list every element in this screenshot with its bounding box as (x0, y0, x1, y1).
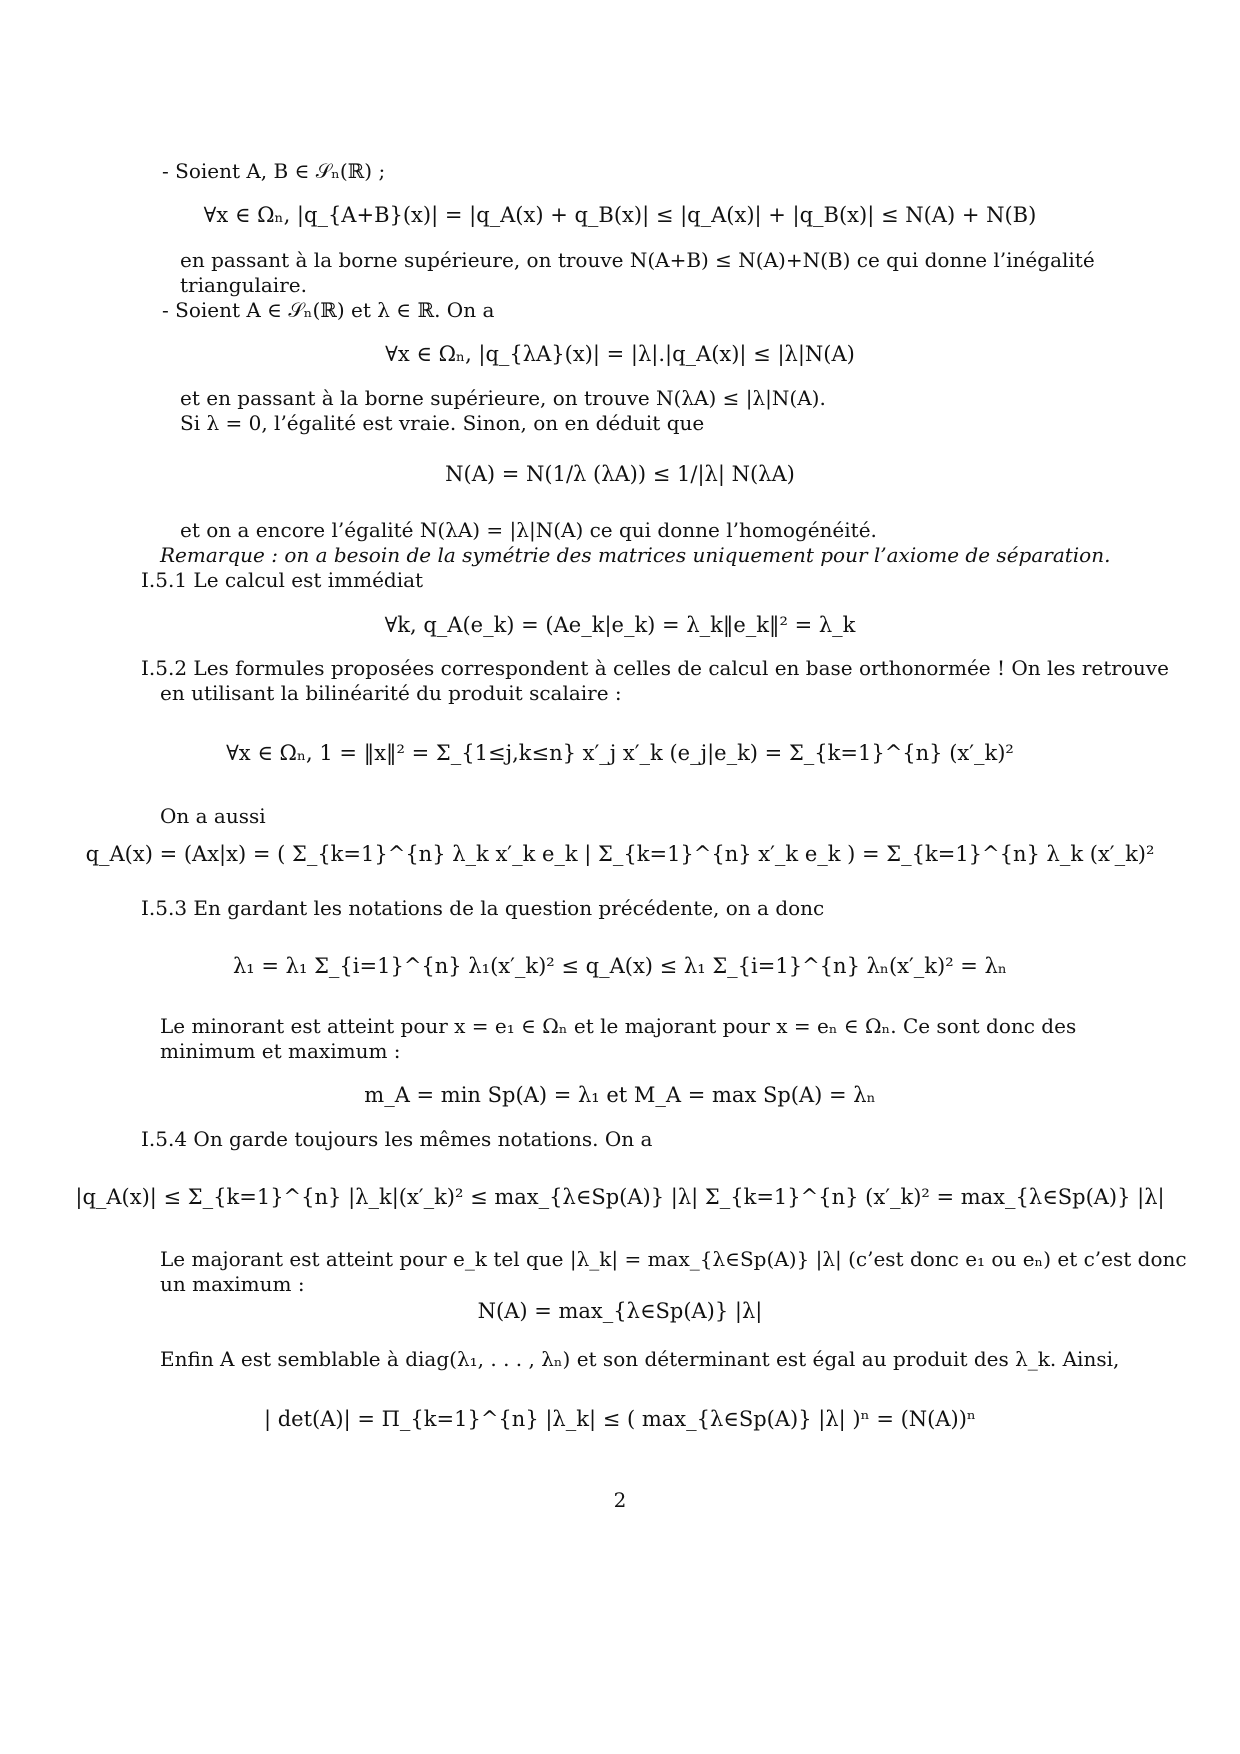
paragraph-text: minimum et maximum : (160, 1039, 401, 1063)
paragraph-text: Le minorant est atteint pour x = e₁ ∈ Ωₙ et le majorant pour x = eₙ ∈ Ωₙ. Ce sont donc des (160, 1014, 1077, 1038)
paragraph-text: et on a encore l’égalité N(λA) = |λ|N(A) ce qui donne l’homogénéité. (180, 518, 877, 542)
equation: ∀x ∈ Ωₙ, |q_{A+B}(x)| = |q_A(x) + q_B(x)| ≤ |q_A(x)| + |q_B(x)| ≤ N(A) + N(B) (203, 203, 1037, 227)
section-heading: I.5.2 Les formules proposées correspondent à celles de calcul en base orthonormée ! On les retrouve (141, 656, 1169, 680)
paragraph-text: Enfin A est semblable à diag(λ₁, . . . , λₙ) et son déterminant est égal au produit des λ_k. Ainsi, (160, 1347, 1120, 1371)
equation: | det(A)| = Π_{k=1}^{n} |λ_k| ≤ ( max_{λ∈Sp(A)} |λ| )ⁿ = (N(A))ⁿ (263, 1407, 977, 1431)
bullet-text: - Soient A, B ∈ 𝒮ₙ(ℝ) ; (162, 159, 386, 183)
paragraph-text: en passant à la borne supérieure, on trouve N(A+B) ≤ N(A)+N(B) ce qui donne l’inégalité (180, 248, 1095, 272)
section-heading: I.5.1 Le calcul est immédiat (141, 568, 424, 592)
equation: N(A) = max_{λ∈Sp(A)} |λ| (477, 1299, 763, 1323)
equation: |q_A(x)| ≤ Σ_{k=1}^{n} |λ_k|(x′_k)² ≤ max_{λ∈Sp(A)} |λ| Σ_{k=1}^{n} (x′_k)² = max_{λ∈Sp(A)} |λ| (75, 1185, 1165, 1209)
paragraph-text: et en passant à la borne supérieure, on trouve N(λA) ≤ |λ|N(A). (180, 386, 826, 410)
section-heading: I.5.3 En gardant les notations de la question précédente, on a donc (141, 896, 825, 920)
section-heading: I.5.4 On garde toujours les mêmes notations. On a (141, 1127, 653, 1151)
equation: q_A(x) = (Ax|x) = ( Σ_{k=1}^{n} λ_k x′_k e_k | Σ_{k=1}^{n} x′_k e_k ) = Σ_{k=1}^{n} λ_k (x′_k)² (85, 842, 1155, 866)
paragraph-text: un maximum : (160, 1272, 305, 1296)
remark-text: Remarque : on a besoin de la symétrie des matrices uniquement pour l’axiome de séparation. (160, 543, 1111, 567)
paragraph-text: On a aussi (160, 804, 266, 828)
equation: N(A) = N(1/λ (λA)) ≤ 1/|λ| N(λA) (445, 462, 795, 486)
equation: ∀x ∈ Ωₙ, |q_{λA}(x)| = |λ|.|q_A(x)| ≤ |λ|N(A) (385, 342, 855, 366)
paragraph-text: en utilisant la bilinéarité du produit scalaire : (160, 681, 622, 705)
equation: ∀x ∈ Ωₙ, 1 = ‖x‖² = Σ_{1≤j,k≤n} x′_j x′_k (e_j|e_k) = Σ_{k=1}^{n} (x′_k)² (226, 741, 1014, 765)
bullet-text: - Soient A ∈ 𝒮ₙ(ℝ) et λ ∈ ℝ. On a (162, 298, 495, 322)
page-number: 2 (613, 1488, 627, 1512)
paragraph-text: Le majorant est atteint pour e_k tel que |λ_k| = max_{λ∈Sp(A)} |λ| (c’est donc e₁ ou eₙ) et c’est donc (160, 1247, 1187, 1271)
paragraph-text: Si λ = 0, l’égalité est vraie. Sinon, on en déduit que (180, 411, 705, 435)
equation: λ₁ = λ₁ Σ_{i=1}^{n} λ₁(x′_k)² ≤ q_A(x) ≤ λ₁ Σ_{i=1}^{n} λₙ(x′_k)² = λₙ (233, 954, 1007, 978)
paragraph-text: triangulaire. (180, 273, 307, 297)
equation: ∀k, q_A(e_k) = (Ae_k|e_k) = λ_k‖e_k‖² = λ_k (384, 613, 856, 637)
equation: m_A = min Sp(A) = λ₁ et M_A = max Sp(A) = λₙ (364, 1083, 876, 1107)
